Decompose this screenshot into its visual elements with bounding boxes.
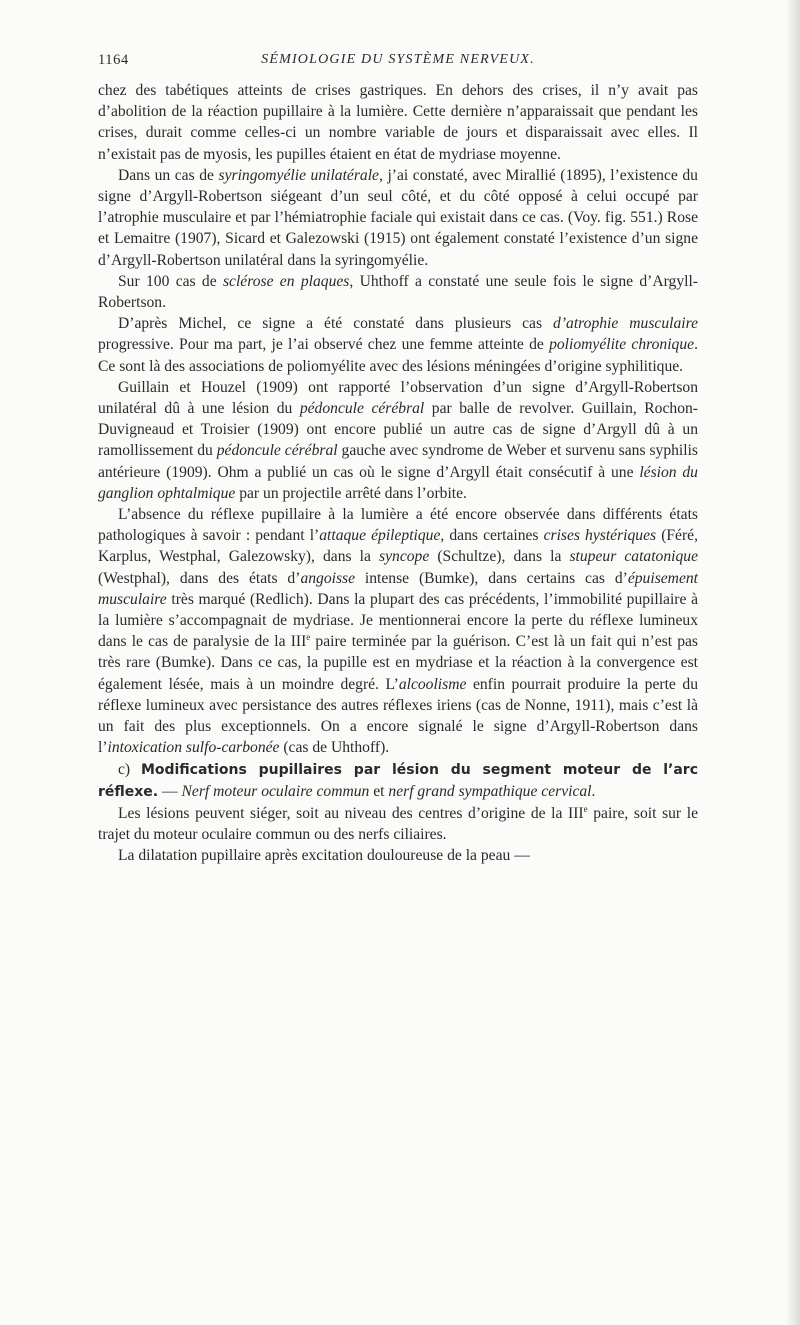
p2-text-b: , j’ai constaté, avec Mirallié (1895), l’existence du signe d’Argyll-Robertson siégeant d’un seul côté, et du côté opposé à celui occupé par l’atrophie musculaire et par l’hémiatrophie faciale qui existait dans ce cas. (Voy. fig. 551.) Rose et Lemaitre (1907), Sicard et Galezowski (1915) ont également constaté l’existence d’un signe d’Argyll-Robertson unilatéral dans la syringomyélie.	[98, 166, 698, 269]
p5-text-b: par balle de revolver. Guillain, Rochon-Duvigneaud et Troisier (1909) ont encore publié un autre cas de signe d’Argyll dû à un ramollissement du	[98, 400, 698, 460]
section-dash: —	[158, 782, 182, 800]
p6-superscript: e	[306, 632, 311, 643]
page-number: 1164	[98, 52, 129, 68]
p8-superscript: e	[583, 803, 588, 814]
section-label: c)	[118, 760, 141, 778]
p6-text-j: (cas de Uhthoff).	[279, 739, 390, 757]
paragraph-4	[98, 313, 698, 377]
p6-italic-2: crises hystériques	[543, 527, 657, 545]
p6-italic-3: syncope	[379, 548, 430, 566]
p6-text-e: (Westphal), dans des états d’	[98, 569, 301, 587]
running-title: SÉMIOLOGIE DU SYSTÈME NERVEUX.	[261, 52, 535, 67]
p6-text-c: (Féré, Karplus, Westphal, Galezowsky), dans la	[98, 527, 698, 566]
p5-italic-1: pédoncule cérébral	[299, 400, 425, 418]
p6-italic-4: stupeur catatonique	[569, 548, 698, 566]
section-end: .	[591, 782, 596, 800]
p5-italic-3: lésion du ganglion ophtalmique	[98, 463, 698, 502]
p2-text-a: Dans un cas de	[118, 166, 219, 184]
paragraph-6	[98, 504, 698, 758]
p6-text-i: enfin pourrait produire la perte du réflexe lumineux avec persistance des autres réflexes iriens (cas de Nonne, 1911), mais c’est là un fait des plus exceptionnels. On a encore signalé le signe d’Argyll-Robertson dans l’	[98, 675, 699, 757]
paragraph-8	[98, 803, 698, 845]
paragraph-9	[98, 845, 698, 866]
section-subtitle-1: Nerf moteur oculaire commun	[181, 782, 370, 800]
section-heading: Modifications pupillaires par lésion du segment moteur de l’arc réflexe.	[98, 761, 699, 800]
p4-text-a: D’après Michel, ce signe a été constaté dans plusieurs cas	[118, 315, 554, 333]
p6-italic-6: épuisement musculaire	[98, 569, 698, 608]
p4-italic-1: d’atrophie musculaire	[553, 315, 699, 333]
p6-italic-8: intoxication sulfo-carbonée	[107, 739, 280, 757]
p8-text-b: paire, soit sur le trajet du moteur oculaire commun ou des nerfs ciliaires.	[98, 804, 698, 844]
p3-text-a: Sur 100 cas de	[118, 272, 223, 290]
p4-text-b: progressive. Pour ma part, je l’ai observé chez une femme atteinte de	[98, 336, 550, 354]
p2-italic-1: syringomyélie unilatérale	[218, 166, 379, 184]
p5-text-d: par un projectile arrêté dans l’orbite.	[235, 484, 467, 502]
p6-text-h: paire terminée par la guérison. C’est là un fait qui n’est pas très rare (Bumke). Dans ce cas, la pupille est en mydriase et la réaction à la convergence est également lésée, mais à un moindre degré. L’	[98, 633, 698, 693]
paragraph-5	[98, 377, 698, 504]
paragraph-2	[98, 165, 698, 271]
paragraph-1-text: chez des tabétiques atteints de crises gastriques. En dehors des crises, il n’y avait pas d’abolition de la réaction pupillaire à la lumière. Cette dernière n’apparaissait que pendant les crises, durait comme celles-ci un nombre variable de jours et disparaissait avec elles. Il n’existait pas de myosis, les pupilles étaient en état de mydriase moyenne.	[98, 82, 698, 163]
p5-text-a: Guillain et Houzel (1909) ont rapporté l’observation d’un signe d’Argyll-Robertson unilatéral dû à une lésion du	[98, 378, 698, 418]
p8-text-a: Les lésions peuvent siéger, soit au niveau des centres d’origine de la III	[118, 804, 584, 822]
p6-text-d: (Schultze), dans la	[429, 548, 570, 566]
p5-text-c: gauche avec syndrome de Weber et survenu sans syphilis antérieure (1909). Ohm a publié un cas où le signe d’Argyll était consécutif à une	[98, 442, 699, 481]
p5-italic-2: pédoncule cérébral	[216, 442, 338, 460]
p6-text-b: , dans certaines	[440, 527, 544, 545]
section-subtitle-2: nerf grand sympathique cervical	[388, 782, 592, 800]
p4-italic-2: poliomyélite chronique	[549, 336, 695, 354]
p9-text: La dilatation pupillaire après excitation douloureuse de la peau —	[118, 847, 530, 865]
p6-italic-7: alcoolisme	[398, 675, 467, 693]
page-edge-shadow	[786, 0, 800, 1325]
p6-text-f: intense (Bumke), dans certains cas d’	[355, 569, 628, 587]
p3-italic-1: sclérose en plaques	[222, 272, 350, 290]
p6-text-a: L’absence du réflexe pupillaire à la lumière a été encore observée dans différents états pathologiques à savoir : pendant l’	[98, 506, 698, 545]
body-text	[98, 80, 698, 867]
page-header	[98, 52, 698, 72]
p6-italic-5: angoisse	[300, 569, 356, 587]
section-heading-c	[98, 759, 698, 803]
p3-text-b: , Uhthoff a constaté une seule fois le signe d’Argyll-Robertson.	[98, 272, 698, 312]
p6-italic-1: attaque épileptique	[319, 527, 441, 545]
section-and: et	[369, 782, 389, 800]
paragraph-1	[98, 80, 698, 165]
p4-text-c: . Ce sont là des associations de poliomyélite avec des lésions méningées d’origine syphilitique.	[98, 336, 698, 375]
p6-text-g: très marqué (Redlich). Dans la plupart des cas précédents, l’immobilité pupillaire à la lumière s’accompagnait de mydriase. Je mentionnerai encore la perte du réflexe lumineux dans le cas de paralysie de la III	[98, 590, 698, 651]
paragraph-3	[98, 271, 698, 313]
